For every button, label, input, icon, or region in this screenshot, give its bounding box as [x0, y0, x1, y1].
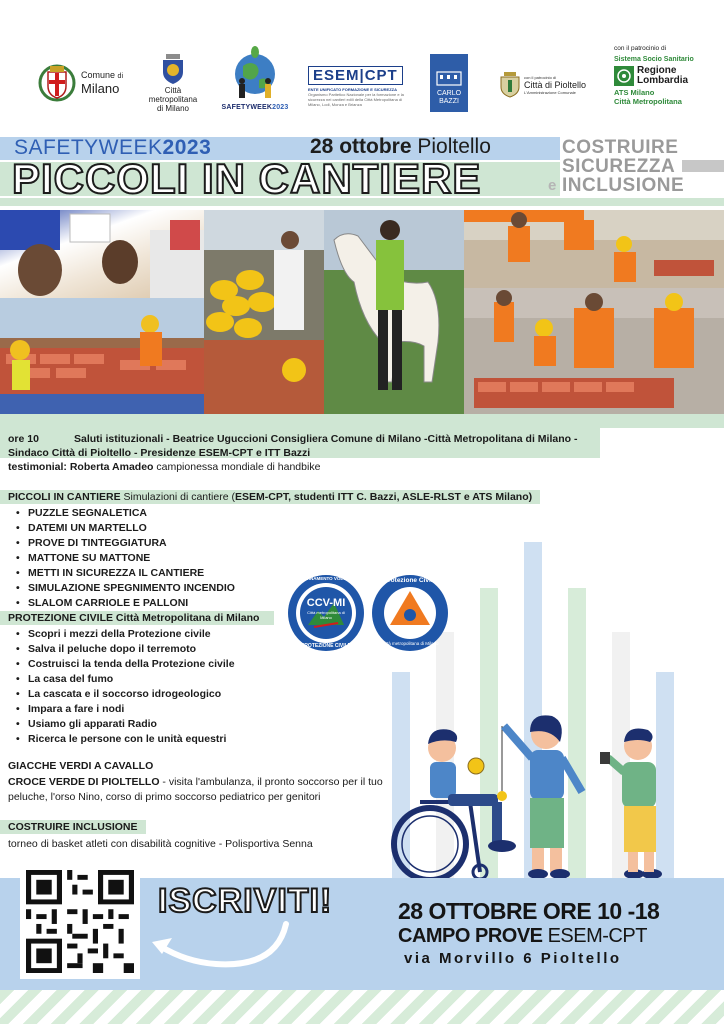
list-item: • PUZZLE SEGNALETICA	[14, 506, 235, 521]
list-item: • SIMULAZIONE SPEGNIMENTO INCENDIO	[14, 581, 235, 596]
ccv-bottom: PROTEZIONE CIVILE	[300, 643, 351, 649]
list-item: • Usiamo gli apparati Radio	[14, 717, 235, 732]
photo-bottom-band	[0, 414, 724, 428]
title-grey-bar	[682, 160, 724, 172]
patrocinio-sss: Sistema Socio Sanitario	[614, 56, 694, 63]
footer-stripes	[0, 990, 724, 1024]
regione-line1: Regione	[637, 65, 677, 76]
section3-line2: CROCE VERDE DI PIOLTELLO - visita l'ambulanza, il pronto soccorso per il tuo	[8, 776, 383, 788]
patrocinio-pre: con il patrocinio di	[614, 45, 667, 52]
logo-esem-cpt	[308, 66, 408, 107]
logo-pioltello	[500, 72, 586, 98]
program-testimonial: testimonial: Roberta Amadeo campionessa mondiale di handbike	[8, 461, 321, 473]
safetyweek-globe-icon	[225, 44, 285, 104]
regione-lombardia-rose-icon	[614, 66, 634, 86]
comune-text: Comune	[81, 70, 116, 80]
pc-top: Protezione Civile	[383, 577, 437, 584]
title-date: 28 ottobre Pioltello	[310, 135, 491, 158]
title-main: PICCOLI IN CANTIERE	[12, 155, 482, 202]
bazzi-building-icon	[436, 68, 462, 86]
list-item: • MATTONE SU MATTONE	[14, 551, 235, 566]
citta-line1: Città	[164, 86, 182, 95]
logo-patrocinio	[614, 44, 720, 106]
section4-heading: COSTRUIRE INCLUSIONE	[8, 821, 138, 833]
citta-line3: di Milano	[156, 104, 189, 113]
list-item: • PROVE DI TINTEGGIATURA	[14, 536, 235, 551]
children-illustration	[380, 712, 680, 882]
protezione-civile-badge	[370, 573, 450, 653]
bazzi-line1: CARLO	[436, 90, 462, 97]
section1-heading: PICCOLI IN CANTIERE Simulazioni di cantiere (ESEM-CPT, studenti ITT C. Bazzi, ASLE-RLST e ATS Milano)	[8, 491, 533, 503]
ats-line2: Città Metropolitana	[614, 97, 682, 106]
citta-metropolitana-crest-icon	[160, 54, 186, 86]
photo-kids-puzzle	[0, 210, 204, 298]
list-item: • Scopri i mezzi della Protezione civile	[14, 627, 235, 642]
logo-carlo-bazzi	[430, 54, 468, 112]
pioltello-sub: L'Amministrazione Comunale	[524, 90, 576, 95]
regione-line2: Lombardia	[637, 75, 689, 86]
citta-line2: metropolitana	[148, 95, 198, 104]
section2-heading: PROTEZIONE CIVILE Città Metropolitana di Milano	[8, 612, 260, 624]
iscriviti-cta[interactable]: ISCRIVITI!	[158, 882, 333, 920]
section3-line1: GIACCHE VERDI A CAVALLO	[8, 760, 154, 772]
logo-comune-milano	[38, 62, 123, 104]
esem-name: ESEM|CPT	[308, 66, 403, 85]
ats-line1: ATS Milano	[614, 88, 655, 97]
footer-date: 28 OTTOBRE ORE 10 -18	[398, 898, 660, 924]
list-item: • La cascata e il soccorso idrogeologico	[14, 687, 235, 702]
bazzi-line2: BAZZI	[439, 98, 459, 105]
photo-kids-bricks	[0, 298, 204, 414]
arrow-to-qr-icon	[146, 918, 296, 974]
footer-address: via Morvillo 6 Pioltello	[404, 950, 622, 967]
right-e: e	[548, 177, 557, 194]
comune-di-text: di	[117, 73, 123, 80]
right-costruire: COSTRUIRE	[562, 137, 679, 158]
ccv-mi-badge	[286, 573, 366, 653]
pioltello-name: Città di Pioltello	[524, 80, 587, 90]
list-item: • METTI IN SICUREZZA IL CANTIERE	[14, 566, 235, 581]
list-item: • DATEMI UN MARTELLO	[14, 521, 235, 536]
list-item: • Impara a fare i nodi	[14, 702, 235, 717]
section4-text: torneo di basket atleti con disabilità cognitive - Polisportiva Senna	[8, 838, 313, 850]
milano-text: Milano	[81, 81, 120, 96]
ccv-top: COORDINAMENTO VOLONTARI	[291, 576, 361, 581]
list-item: • SLALOM CARRIOLE E PALLONI	[14, 596, 235, 611]
list-item: • Costruisci la tenda della Protezione civile	[14, 657, 235, 672]
section2-list	[14, 627, 235, 747]
program-line2: Sindaco Città di Pioltello - Presidenze ESEM-CPT e ITT Bazzi	[8, 447, 311, 459]
ccv-small: Città metropolitana di Milano	[307, 610, 345, 620]
photo-brick-wall	[464, 288, 724, 414]
logo-citta-metropolitana	[140, 54, 206, 113]
program-time: ore 10	[8, 433, 39, 445]
photo-helmets	[204, 210, 324, 414]
photo-kids-vests	[464, 210, 724, 288]
list-item: • Salva il peluche dopo il terremoto	[14, 642, 235, 657]
right-inclusione: INCLUSIONE	[562, 175, 685, 196]
section1-list	[14, 506, 235, 611]
list-item: • La casa del fumo	[14, 672, 235, 687]
sw-caption-a: SAFETYWEEK	[221, 104, 273, 111]
ccv-mid: CCV-MI	[306, 597, 346, 609]
pc-bottom: Città metropolitana di Milano	[381, 641, 439, 646]
footer-location: CAMPO PROVE ESEM-CPT	[398, 925, 647, 947]
milano-coat-of-arms-icon	[38, 62, 76, 104]
pioltello-crest-icon	[500, 72, 520, 98]
sw-caption-b: 2023	[272, 104, 289, 111]
title-safetyweek: SAFETYWEEK2023	[14, 136, 212, 159]
program-line1: Saluti istituzionali - Beatrice Uguccioni Consigliera Comune di Milano -Città Metropolitana di Milano -	[74, 433, 578, 445]
wheelchair-wheel	[394, 808, 466, 880]
esem-sub: ENTE UNIFICATO FORMAZIONE E SICUREZZA	[308, 87, 397, 92]
pioltello-pre: con il patrocinio di	[524, 75, 557, 80]
right-sicurezza: SICUREZZA	[562, 156, 676, 177]
list-item: • Ricerca le persone con le unità equestri	[14, 732, 235, 747]
section3-line3: peluche, l'orso Nino, corso di primo soccorso pediatrico per genitori	[8, 791, 321, 803]
logo-safetyweek	[216, 44, 294, 111]
esem-tiny: Organismo Paritetico Nazionale per la formazione e la sicurezza nei cantieri edili della Città Metropolitana di Milano, Lodi, Monza e Brianza	[308, 92, 404, 107]
registration-qr-code[interactable]	[20, 864, 140, 979]
photo-horse	[324, 210, 464, 414]
